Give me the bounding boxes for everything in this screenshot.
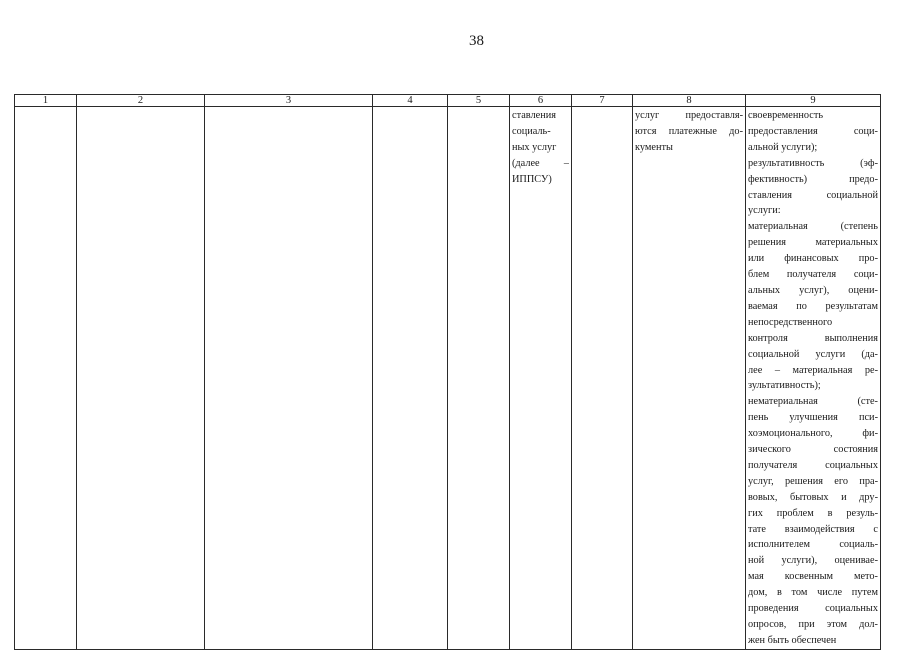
cell-col-7 bbox=[572, 107, 633, 650]
cell-col-4 bbox=[373, 107, 448, 650]
text-line: социальной услуги (да- bbox=[748, 348, 878, 360]
text-line: получателя социальных bbox=[748, 459, 878, 471]
text-line: ставления социальной bbox=[748, 189, 878, 201]
header-cell-9: 9 bbox=[746, 95, 881, 107]
text-line: нематериальная (сте- bbox=[748, 396, 878, 408]
text-line: тате взаимодействия с bbox=[748, 523, 878, 535]
text-line: ной услуги), оценивае- bbox=[748, 555, 878, 567]
header-cell-7: 7 bbox=[572, 95, 633, 107]
text-line: пень улучшения пси- bbox=[748, 412, 878, 424]
text-line: ИППСУ) bbox=[512, 173, 552, 185]
text-line: зультативность); bbox=[748, 380, 821, 392]
text-line: ных услуг bbox=[512, 141, 557, 153]
text-line: зического состояния bbox=[748, 444, 878, 456]
text-line: услуг предоставля- bbox=[635, 110, 743, 121]
document-table bbox=[14, 94, 881, 650]
text-line: вовых, бытовых и дру- bbox=[748, 491, 878, 503]
text-line: непосредственного bbox=[748, 316, 833, 328]
page-number: 38 bbox=[469, 33, 484, 49]
text-line: услуги: bbox=[748, 205, 781, 217]
cell-col-9-text bbox=[746, 107, 880, 649]
text-line: ваемая по результатам bbox=[748, 300, 878, 312]
text-line: гих проблем в резуль- bbox=[748, 507, 878, 519]
text-line: результативность (эф- bbox=[748, 157, 878, 169]
header-cell-4: 4 bbox=[373, 95, 448, 107]
text-line: материальная (степень bbox=[748, 221, 878, 233]
header-cell-1: 1 bbox=[15, 95, 77, 107]
text-line: альной услуги); bbox=[748, 141, 818, 153]
header-row bbox=[15, 95, 881, 107]
cell-col-2 bbox=[77, 107, 205, 650]
text-line: ставления bbox=[512, 110, 556, 121]
header-cell-3: 3 bbox=[205, 95, 373, 107]
cell-col-1 bbox=[15, 107, 77, 650]
text-line: социаль- bbox=[512, 125, 551, 137]
text-line: контроля выполнения bbox=[748, 332, 878, 344]
text-line: альных услуг), оцени- bbox=[748, 284, 878, 296]
cell-col-8 bbox=[633, 107, 746, 650]
text-line: своевременность bbox=[748, 110, 824, 121]
text-line: хоэмоционального, фи- bbox=[748, 428, 878, 440]
cell-col-8-text bbox=[633, 107, 745, 156]
text-line: фективность) предо- bbox=[748, 173, 878, 185]
cell-col-6 bbox=[510, 107, 572, 650]
table-row bbox=[15, 107, 881, 650]
header-cell-5: 5 bbox=[448, 95, 510, 107]
cell-col-9 bbox=[746, 107, 881, 650]
text-line: услуг, решения его пра- bbox=[748, 475, 878, 487]
text-line: дом, в том числе путем bbox=[748, 587, 878, 599]
cell-col-6-text bbox=[510, 107, 571, 188]
text-line: предоставления соци- bbox=[748, 125, 878, 137]
cell-col-5 bbox=[448, 107, 510, 650]
text-line: опросов, при этом дол- bbox=[748, 619, 878, 630]
text-line: ются платежные до- bbox=[635, 125, 743, 137]
text-line: решения материальных bbox=[748, 237, 878, 249]
text-line: кументы bbox=[635, 141, 673, 153]
text-line: мая косвенным мето- bbox=[748, 571, 878, 583]
text-line: блем получателя соци- bbox=[748, 269, 878, 281]
text-line: проведения социальных bbox=[748, 603, 878, 615]
text-line: (далее – bbox=[512, 157, 569, 169]
header-cell-6: 6 bbox=[510, 95, 572, 107]
text-line: лее – материальная ре- bbox=[748, 364, 878, 376]
text-line: исполнителем социаль- bbox=[748, 539, 878, 551]
header-cell-2: 2 bbox=[77, 95, 205, 107]
header-cell-8: 8 bbox=[633, 95, 746, 107]
cell-col-3 bbox=[205, 107, 373, 650]
text-line: или финансовых про- bbox=[748, 253, 878, 265]
text-line: жен быть обеспечен bbox=[748, 634, 837, 646]
